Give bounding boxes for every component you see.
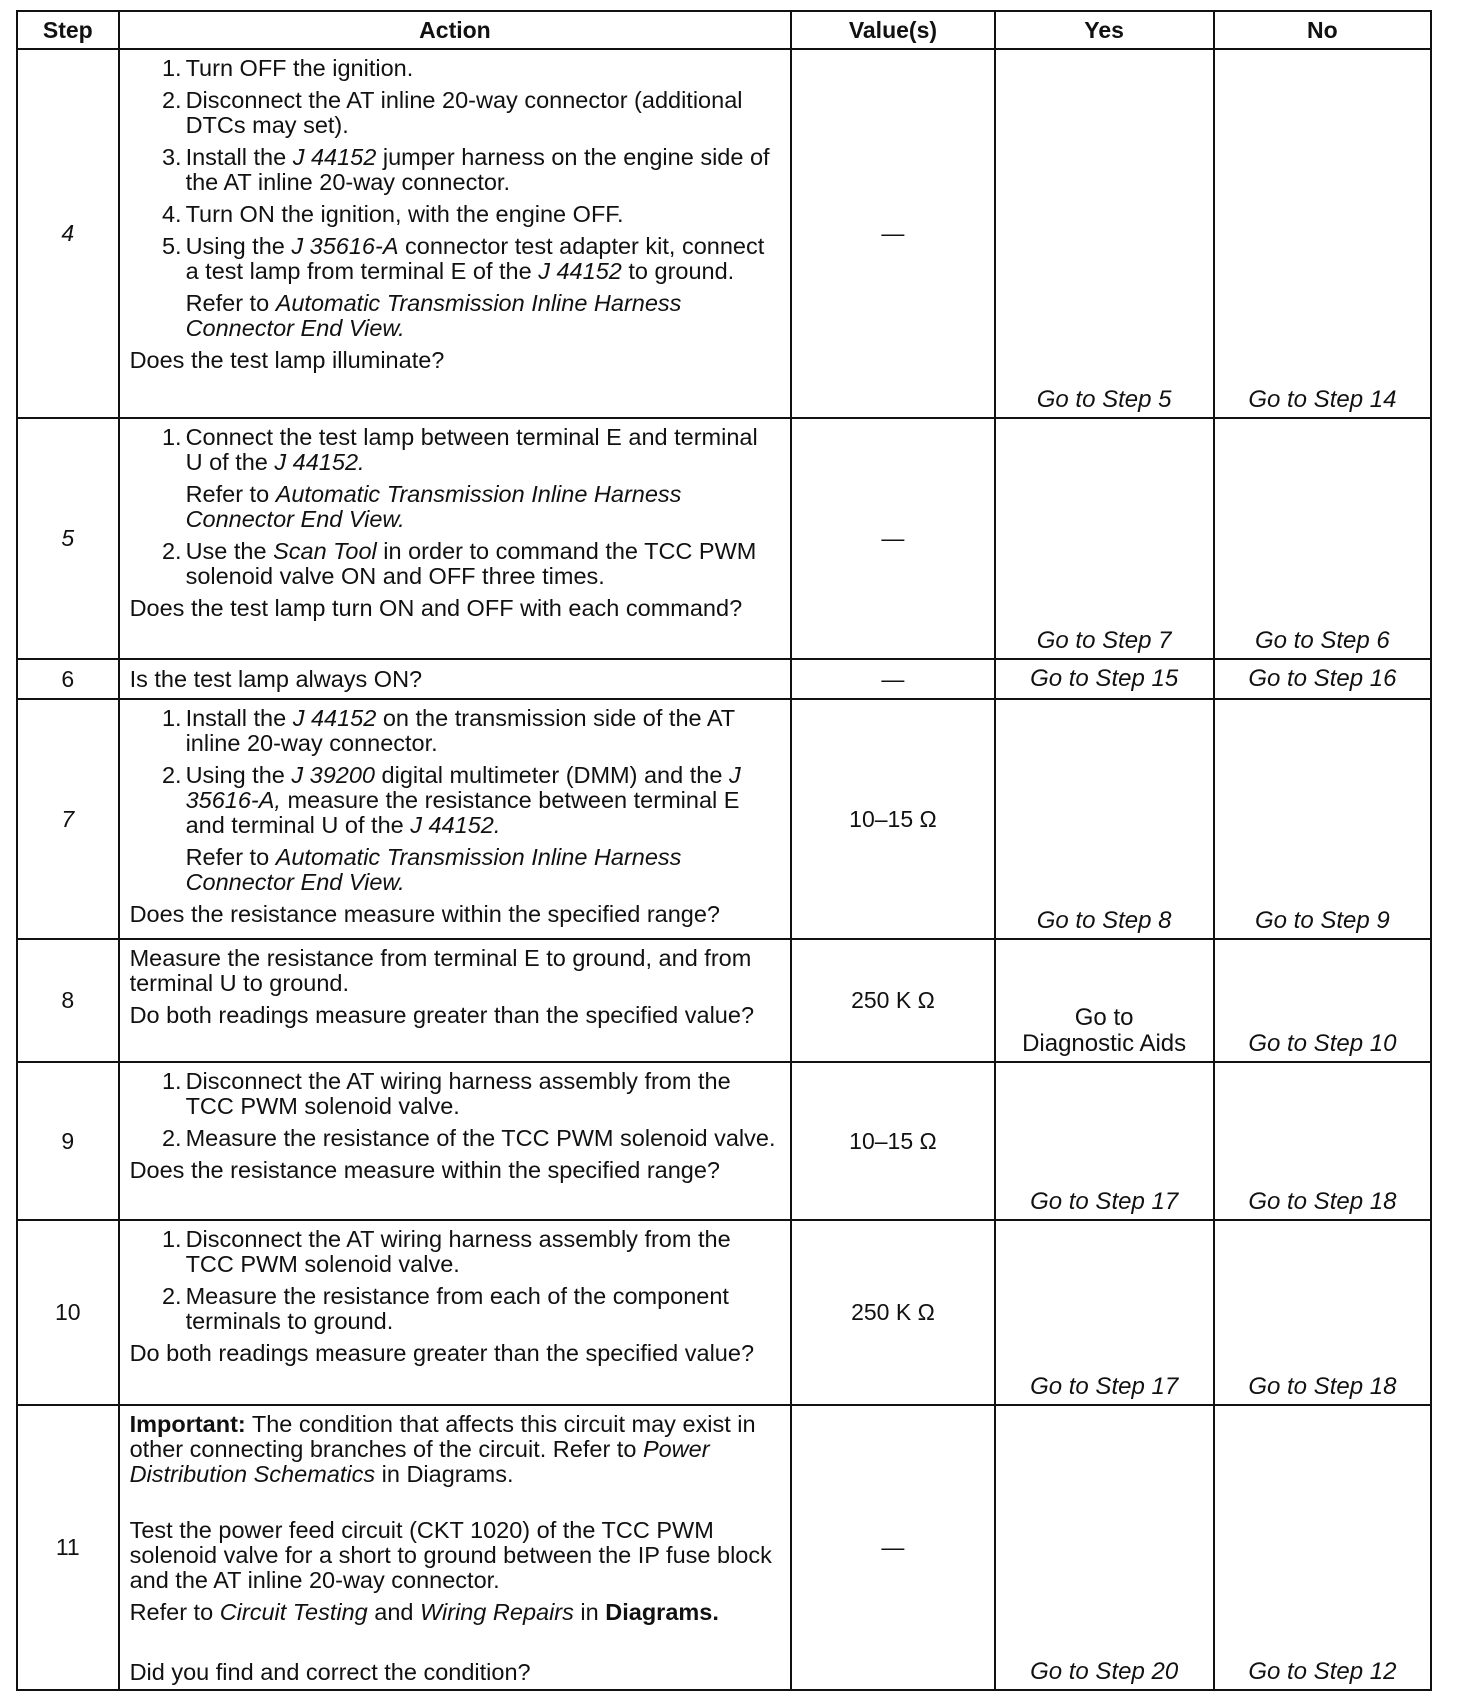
list-item: 2. Use the Scan Tool in order to command the TCC PWM solenoid valve ON and OFF three times.	[161, 538, 757, 589]
instruction-text: Test the power feed circuit (CKT 1020) of the TCC PWM solenoid valve for a short to ground between the IP fuse block and the AT inline 20-way connector.	[129, 1517, 772, 1593]
yes-result: Go to Step 7	[995, 418, 1214, 659]
table-row	[17, 1220, 1431, 1405]
value-cell: 250 K Ω	[791, 1220, 994, 1405]
step-number: 7	[17, 699, 119, 939]
action-cell	[119, 418, 792, 659]
yes-result: Go to Step 15	[995, 659, 1214, 699]
value-cell: —	[791, 659, 994, 699]
list-item: 2. Measure the resistance of the TCC PWM solenoid valve.	[161, 1125, 776, 1151]
value-cell: —	[791, 418, 994, 659]
list-item: 1. Install the J 44152 on the transmission side of the AT inline 20-way connector.	[161, 705, 735, 756]
yes-result: Go to Step 8	[995, 699, 1214, 939]
question-text: Did you find and correct the condition?	[129, 1659, 531, 1685]
value-cell: 10–15 Ω	[791, 699, 994, 939]
table-row	[17, 939, 1431, 1062]
table-row	[17, 699, 1431, 939]
refer-note: Refer to Circuit Testing and Wiring Repairs in Diagrams.	[129, 1599, 719, 1625]
no-result: Go to Step 12	[1214, 1405, 1431, 1690]
value-cell: —	[791, 49, 994, 418]
step-number: 4	[17, 49, 119, 418]
no-result: Go to Step 18	[1214, 1062, 1431, 1220]
table-row	[17, 659, 1431, 699]
list-item: 1. Connect the test lamp between terminal E and terminal U of the J 44152.	[161, 424, 758, 475]
action-cell	[119, 1405, 792, 1690]
refer-note: Refer to Automatic Transmission Inline Harness Connector End View.	[185, 844, 682, 895]
value-cell: 10–15 Ω	[791, 1062, 994, 1220]
instruction-text: Measure the resistance from terminal E to ground, and from terminal U to ground.	[129, 945, 752, 996]
step-number: 11	[17, 1405, 119, 1690]
table-row	[17, 1405, 1431, 1690]
yes-result: Go to Step 5	[995, 49, 1214, 418]
action-cell	[119, 1220, 792, 1405]
question-text: Do both readings measure greater than the specified value?	[129, 1340, 755, 1366]
header-yes: Yes	[995, 11, 1214, 49]
step-number: 8	[17, 939, 119, 1062]
question-text: Do both readings measure greater than the specified value?	[129, 1002, 755, 1028]
action-list	[130, 706, 781, 838]
step-number: 5	[17, 418, 119, 659]
action-cell	[119, 939, 792, 1062]
action-list	[130, 56, 781, 284]
list-item: 5. Using the J 35616-A connector test adapter kit, connect a test lamp from terminal E of the J 44152 to ground.	[161, 233, 765, 284]
step-number: 10	[17, 1220, 119, 1405]
table-row	[17, 418, 1431, 659]
header-row	[17, 11, 1431, 49]
no-result: Go to Step 14	[1214, 49, 1431, 418]
table-row	[17, 1062, 1431, 1220]
header-values: Value(s)	[791, 11, 994, 49]
step-number: 9	[17, 1062, 119, 1220]
step-number: 6	[17, 659, 119, 699]
question-text: Does the resistance measure within the specified range?	[129, 1157, 720, 1183]
value-cell: —	[791, 1405, 994, 1690]
no-result: Go to Step 9	[1214, 699, 1431, 939]
action-list	[130, 1069, 781, 1151]
question-text: Does the resistance measure within the specified range?	[129, 901, 720, 927]
value-cell: 250 K Ω	[791, 939, 994, 1062]
list-item: 2. Using the J 39200 digital multimeter (DMM) and the J 35616-A, measure the resistance between terminal E and terminal U of the J 44152.	[161, 762, 741, 838]
action-cell	[119, 699, 792, 939]
list-item: 2. Measure the resistance from each of the component terminals to ground.	[161, 1283, 729, 1334]
yes-result: Go to Step 20	[995, 1405, 1214, 1690]
refer-note: Refer to Automatic Transmission Inline Harness Connector End View.	[185, 290, 682, 341]
yes-result: Go to Step 17	[995, 1062, 1214, 1220]
no-result: Go to Step 6	[1214, 418, 1431, 659]
list-item: 1. Turn OFF the ignition.	[161, 55, 414, 81]
header-action: Action	[119, 11, 792, 49]
table-row	[17, 49, 1431, 418]
question-text: Does the test lamp turn ON and OFF with each command?	[129, 595, 743, 621]
question-text: Does the test lamp illuminate?	[129, 347, 445, 373]
action-list	[130, 425, 781, 475]
diagnostic-table	[16, 10, 1432, 1691]
header-step: Step	[17, 11, 119, 49]
no-result: Go to Step 10	[1214, 939, 1431, 1062]
yes-result: Go to Step 17	[995, 1220, 1214, 1405]
important-note: Important: The condition that affects this circuit may exist in other connecting branches of the circuit. Refer to Power Distribution Schematics in Diagrams.	[129, 1411, 756, 1487]
list-item: 1. Disconnect the AT wiring harness assembly from the TCC PWM solenoid valve.	[161, 1226, 731, 1277]
action-cell	[119, 49, 792, 418]
no-result: Go to Step 18	[1214, 1220, 1431, 1405]
list-item: 2. Disconnect the AT inline 20-way connector (additional DTCs may set).	[161, 87, 743, 138]
no-result: Go to Step 16	[1214, 659, 1431, 699]
list-item: 4. Turn ON the ignition, with the engine OFF.	[161, 201, 624, 227]
action-list	[130, 1227, 781, 1334]
action-cell	[119, 659, 792, 699]
yes-result: Go to Diagnostic Aids	[995, 939, 1214, 1062]
list-item: 1. Disconnect the AT wiring harness assembly from the TCC PWM solenoid valve.	[161, 1068, 731, 1119]
header-no: No	[1214, 11, 1431, 49]
question-text: Is the test lamp always ON?	[129, 665, 423, 692]
action-list	[130, 539, 781, 589]
list-item: 3. Install the J 44152 jumper harness on the engine side of the AT inline 20-way connector.	[161, 144, 770, 195]
action-cell	[119, 1062, 792, 1220]
refer-note: Refer to Automatic Transmission Inline Harness Connector End View.	[185, 481, 682, 532]
